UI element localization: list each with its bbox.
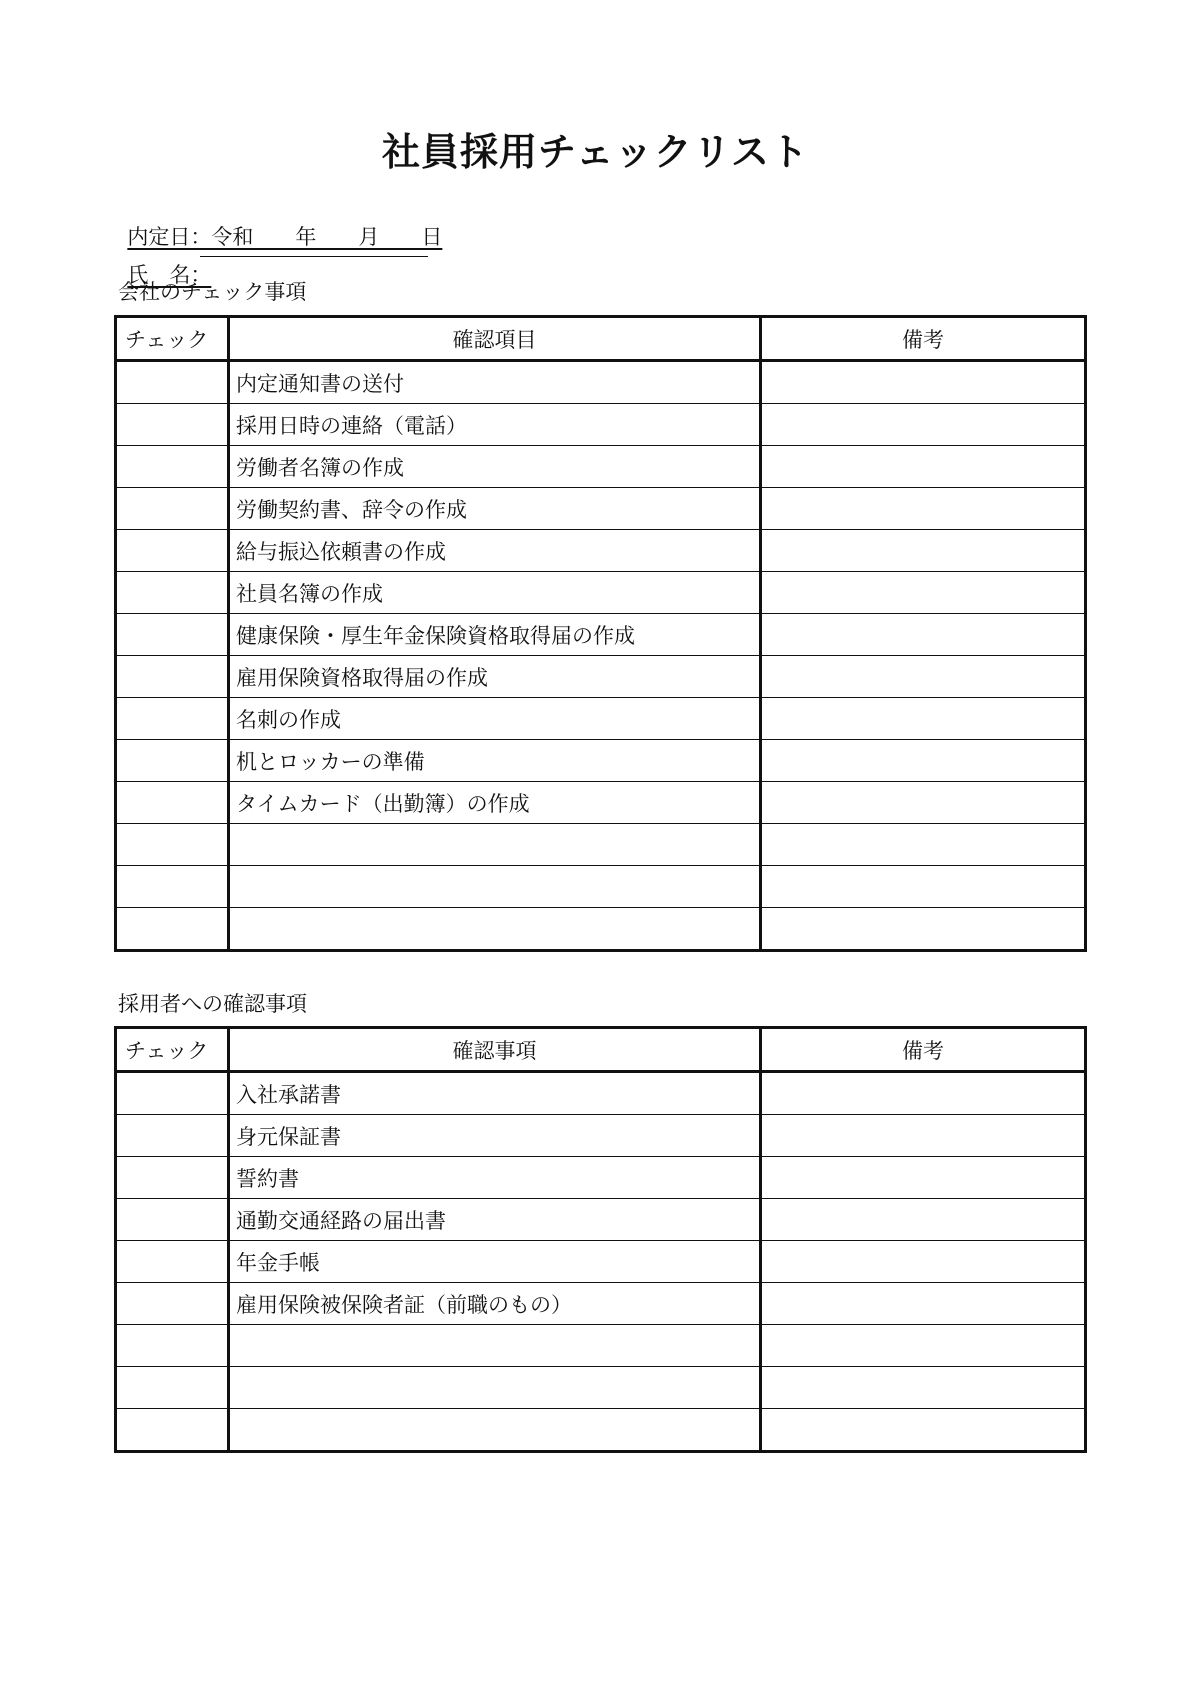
check-cell[interactable]	[116, 1115, 229, 1157]
item-cell: 通勤交通経路の届出書	[229, 1199, 761, 1241]
note-cell[interactable]	[761, 1072, 1086, 1115]
check-cell[interactable]	[116, 908, 229, 951]
note-cell[interactable]	[761, 824, 1086, 866]
check-cell[interactable]	[116, 1199, 229, 1241]
item-cell: 内定通知書の送付	[229, 361, 761, 404]
item-cell: 労働者名簿の作成	[229, 446, 761, 488]
note-cell[interactable]	[761, 1409, 1086, 1452]
note-cell[interactable]	[761, 361, 1086, 404]
column-header-item: 確認事項	[229, 1028, 761, 1072]
note-cell[interactable]	[761, 740, 1086, 782]
column-header-check: チェック	[116, 1028, 229, 1072]
table-row	[116, 824, 1086, 866]
note-cell[interactable]	[761, 1367, 1086, 1409]
item-cell	[229, 824, 761, 866]
note-cell[interactable]	[761, 656, 1086, 698]
check-cell[interactable]	[116, 404, 229, 446]
item-cell	[229, 908, 761, 951]
table-row	[116, 361, 1086, 404]
item-cell	[229, 1325, 761, 1367]
check-cell[interactable]	[116, 1072, 229, 1115]
item-cell: タイムカード（出勤簿）の作成	[229, 782, 761, 824]
item-cell: 机とロッカーの準備	[229, 740, 761, 782]
check-cell[interactable]	[116, 614, 229, 656]
check-cell[interactable]	[116, 530, 229, 572]
note-cell[interactable]	[761, 488, 1086, 530]
table-row	[116, 698, 1086, 740]
table-row	[116, 572, 1086, 614]
note-cell[interactable]	[761, 1199, 1086, 1241]
name-blank-field[interactable]	[200, 256, 428, 257]
note-cell[interactable]	[761, 782, 1086, 824]
check-cell[interactable]	[116, 824, 229, 866]
note-cell[interactable]	[761, 698, 1086, 740]
check-cell[interactable]	[116, 866, 229, 908]
page-title: 社員採用チェックリスト	[381, 129, 810, 174]
table-row	[116, 404, 1086, 446]
table-header-row	[116, 317, 1086, 361]
table-row	[116, 1072, 1086, 1115]
table-row	[116, 1241, 1086, 1283]
note-cell[interactable]	[761, 1241, 1086, 1283]
column-header-note: 備考	[761, 317, 1086, 361]
table-row	[116, 1199, 1086, 1241]
item-cell: 年金手帳	[229, 1241, 761, 1283]
column-header-item: 確認項目	[229, 317, 761, 361]
check-cell[interactable]	[116, 782, 229, 824]
item-cell	[229, 1409, 761, 1452]
table-row	[116, 488, 1086, 530]
item-cell: 雇用保険資格取得届の作成	[229, 656, 761, 698]
employee-section-label: 採用者への確認事項	[118, 992, 307, 1016]
table-row	[116, 1157, 1086, 1199]
table-row	[116, 614, 1086, 656]
note-cell[interactable]	[761, 1115, 1086, 1157]
table-row	[116, 446, 1086, 488]
note-cell[interactable]	[761, 908, 1086, 951]
table-row	[116, 530, 1086, 572]
note-cell[interactable]	[761, 530, 1086, 572]
name-label: 氏 名：	[127, 263, 212, 287]
note-cell[interactable]	[761, 1283, 1086, 1325]
table-header-row	[116, 1028, 1086, 1072]
check-cell[interactable]	[116, 1283, 229, 1325]
note-cell[interactable]	[761, 866, 1086, 908]
table-row	[116, 656, 1086, 698]
table-row	[116, 1367, 1086, 1409]
offer-date-text: 内定日：令和 年 月 日	[127, 225, 443, 249]
check-cell[interactable]	[116, 446, 229, 488]
table-row	[116, 1283, 1086, 1325]
note-cell[interactable]	[761, 614, 1086, 656]
check-cell[interactable]	[116, 698, 229, 740]
note-cell[interactable]	[761, 572, 1086, 614]
column-header-note: 備考	[761, 1028, 1086, 1072]
check-cell[interactable]	[116, 1409, 229, 1452]
check-cell[interactable]	[116, 572, 229, 614]
note-cell[interactable]	[761, 446, 1086, 488]
check-cell[interactable]	[116, 1325, 229, 1367]
check-cell[interactable]	[116, 1367, 229, 1409]
check-cell[interactable]	[116, 740, 229, 782]
table-row	[116, 1325, 1086, 1367]
check-cell[interactable]	[116, 361, 229, 404]
table-row	[116, 1115, 1086, 1157]
table-row	[116, 908, 1086, 951]
note-cell[interactable]	[761, 1157, 1086, 1199]
table-row	[116, 740, 1086, 782]
employee-checklist-body	[116, 1072, 1086, 1452]
column-header-check: チェック	[116, 317, 229, 361]
item-cell: 身元保証書	[229, 1115, 761, 1157]
item-cell: 労働契約書、辞令の作成	[229, 488, 761, 530]
item-cell: 社員名簿の作成	[229, 572, 761, 614]
check-cell[interactable]	[116, 488, 229, 530]
note-cell[interactable]	[761, 1325, 1086, 1367]
check-cell[interactable]	[116, 656, 229, 698]
employee-checklist-table	[114, 1026, 1087, 1453]
company-checklist-body	[116, 361, 1086, 951]
item-cell: 健康保険・厚生年金保険資格取得届の作成	[229, 614, 761, 656]
check-cell[interactable]	[116, 1157, 229, 1199]
table-row	[116, 866, 1086, 908]
note-cell[interactable]	[761, 404, 1086, 446]
item-cell: 誓約書	[229, 1157, 761, 1199]
company-section-label: 会社のチェック事項	[118, 280, 307, 304]
item-cell: 雇用保険被保険者証（前職のもの）	[229, 1283, 761, 1325]
table-row	[116, 1409, 1086, 1452]
item-cell	[229, 866, 761, 908]
check-cell[interactable]	[116, 1241, 229, 1283]
item-cell: 給与振込依頼書の作成	[229, 530, 761, 572]
company-checklist-table	[114, 315, 1087, 952]
item-cell: 採用日時の連絡（電話）	[229, 404, 761, 446]
item-cell: 入社承諾書	[229, 1072, 761, 1115]
item-cell	[229, 1367, 761, 1409]
item-cell: 名刺の作成	[229, 698, 761, 740]
table-row	[116, 782, 1086, 824]
